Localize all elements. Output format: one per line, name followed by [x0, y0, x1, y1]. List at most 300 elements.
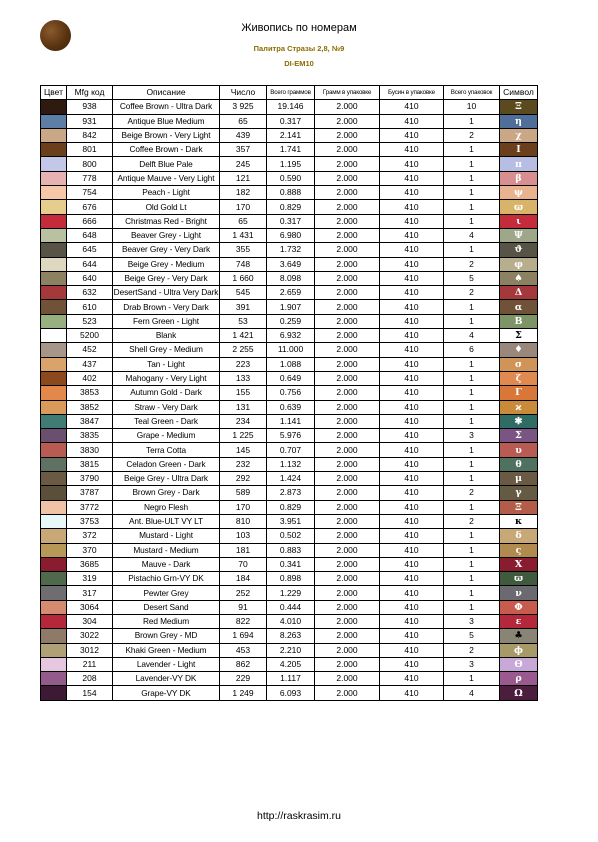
- symbol-cell: δ: [500, 529, 538, 543]
- description-cell: Tan - Light: [113, 357, 220, 371]
- grams-per-pack-cell: 2.000: [315, 114, 380, 128]
- table-row: [41, 329, 538, 343]
- beads-per-pack-cell: 410: [380, 186, 444, 200]
- beads-per-pack-cell: 410: [380, 286, 444, 300]
- color-swatch: [41, 357, 67, 371]
- beads-per-pack-cell: 410: [380, 557, 444, 571]
- color-swatch: [41, 343, 67, 357]
- total-packs-cell: 5: [444, 629, 500, 643]
- mfg-code-cell: 3815: [67, 457, 113, 471]
- description-cell: Coffee Brown - Dark: [113, 143, 220, 157]
- color-swatch: [41, 543, 67, 557]
- description-cell: Antique Mauve - Very Light: [113, 171, 220, 185]
- description-cell: Mustard - Light: [113, 529, 220, 543]
- symbol-cell: θ: [500, 457, 538, 471]
- table-row: [41, 657, 538, 671]
- color-swatch: [41, 314, 67, 328]
- total-packs-cell: 3: [444, 429, 500, 443]
- table-row: [41, 443, 538, 457]
- color-swatch: [41, 686, 67, 700]
- total-grams-cell: 0.502: [267, 529, 315, 543]
- mfg-code-cell: 3012: [67, 643, 113, 657]
- col-description-header: Описание: [113, 86, 220, 100]
- description-cell: Coffee Brown - Ultra Dark: [113, 100, 220, 114]
- color-swatch: [41, 414, 67, 428]
- beads-per-pack-cell: 410: [380, 472, 444, 486]
- table-row: [41, 672, 538, 686]
- mfg-code-cell: 778: [67, 171, 113, 185]
- color-swatch: [41, 371, 67, 385]
- symbol-cell: Ι: [500, 143, 538, 157]
- grams-per-pack-cell: 2.000: [315, 357, 380, 371]
- total-grams-cell: 0.756: [267, 386, 315, 400]
- table-row: [41, 200, 538, 214]
- total-packs-cell: 1: [444, 672, 500, 686]
- description-cell: Christmas Red - Bright: [113, 214, 220, 228]
- color-swatch: [41, 672, 67, 686]
- table-row: [41, 114, 538, 128]
- total-packs-cell: 1: [444, 200, 500, 214]
- count-cell: 355: [220, 243, 267, 257]
- beads-per-pack-cell: 410: [380, 114, 444, 128]
- mfg-code-cell: 3830: [67, 443, 113, 457]
- table-row: [41, 257, 538, 271]
- beads-per-pack-cell: 410: [380, 171, 444, 185]
- total-packs-cell: 1: [444, 472, 500, 486]
- symbol-cell: π: [500, 157, 538, 171]
- mfg-code-cell: 154: [67, 686, 113, 700]
- grams-per-pack-cell: 2.000: [315, 157, 380, 171]
- col-total-grams-header: Всего граммов: [267, 86, 315, 100]
- description-cell: Old Gold Lt: [113, 200, 220, 214]
- total-packs-cell: 1: [444, 114, 500, 128]
- total-packs-cell: 1: [444, 600, 500, 614]
- mfg-code-cell: 801: [67, 143, 113, 157]
- total-grams-cell: 1.088: [267, 357, 315, 371]
- symbol-cell: σ: [500, 357, 538, 371]
- table-row: [41, 414, 538, 428]
- count-cell: 53: [220, 314, 267, 328]
- mfg-code-cell: 3787: [67, 486, 113, 500]
- mfg-code-cell: 372: [67, 529, 113, 543]
- total-grams-cell: 8.098: [267, 271, 315, 285]
- color-swatch: [41, 400, 67, 414]
- description-cell: Peach - Light: [113, 186, 220, 200]
- mfg-code-cell: 319: [67, 572, 113, 586]
- grams-per-pack-cell: 2.000: [315, 228, 380, 242]
- count-cell: 170: [220, 500, 267, 514]
- mfg-code-cell: 3685: [67, 557, 113, 571]
- total-packs-cell: 1: [444, 457, 500, 471]
- beads-per-pack-cell: 410: [380, 457, 444, 471]
- mfg-code-cell: 666: [67, 214, 113, 228]
- grams-per-pack-cell: 2.000: [315, 200, 380, 214]
- total-grams-cell: 6.980: [267, 228, 315, 242]
- description-cell: Ant. Blue-ULT VY LT: [113, 514, 220, 528]
- mfg-code-cell: 842: [67, 128, 113, 142]
- symbol-cell: ♣: [500, 629, 538, 643]
- col-grams-per-pack-header: Грамм в упаковке: [315, 86, 380, 100]
- description-cell: Fern Green - Light: [113, 314, 220, 328]
- count-cell: 1 249: [220, 686, 267, 700]
- description-cell: Shell Grey - Medium: [113, 343, 220, 357]
- beads-per-pack-cell: 410: [380, 300, 444, 314]
- table-row: [41, 500, 538, 514]
- description-cell: Brown Grey - MD: [113, 629, 220, 643]
- description-cell: Lavender - Light: [113, 657, 220, 671]
- total-packs-cell: 1: [444, 186, 500, 200]
- page-title: Живопись по номерам: [241, 22, 357, 34]
- table-row: [41, 457, 538, 471]
- total-grams-cell: 0.317: [267, 214, 315, 228]
- count-cell: 70: [220, 557, 267, 571]
- grams-per-pack-cell: 2.000: [315, 214, 380, 228]
- mfg-code-cell: 644: [67, 257, 113, 271]
- table-row: [41, 314, 538, 328]
- beads-per-pack-cell: 410: [380, 314, 444, 328]
- symbol-cell: ♦: [500, 343, 538, 357]
- count-cell: 145: [220, 443, 267, 457]
- beads-per-pack-cell: 410: [380, 657, 444, 671]
- total-grams-cell: 0.883: [267, 543, 315, 557]
- grams-per-pack-cell: 2.000: [315, 557, 380, 571]
- color-swatch: [41, 486, 67, 500]
- grams-per-pack-cell: 2.000: [315, 386, 380, 400]
- total-grams-cell: 0.898: [267, 572, 315, 586]
- total-grams-cell: 4.205: [267, 657, 315, 671]
- total-packs-cell: 1: [444, 529, 500, 543]
- color-swatch: [41, 114, 67, 128]
- symbol-cell: ρ: [500, 672, 538, 686]
- beads-per-pack-cell: 410: [380, 643, 444, 657]
- total-packs-cell: 1: [444, 414, 500, 428]
- color-swatch: [41, 271, 67, 285]
- mfg-code-cell: 452: [67, 343, 113, 357]
- description-cell: Beige Grey - Medium: [113, 257, 220, 271]
- count-cell: 252: [220, 586, 267, 600]
- col-color-header: Цвет: [41, 86, 67, 100]
- table-row: [41, 343, 538, 357]
- table-row: [41, 157, 538, 171]
- count-cell: 1 421: [220, 329, 267, 343]
- total-grams-cell: 0.829: [267, 200, 315, 214]
- description-cell: Beaver Grey - Very Dark: [113, 243, 220, 257]
- color-swatch: [41, 243, 67, 257]
- grams-per-pack-cell: 2.000: [315, 472, 380, 486]
- grams-per-pack-cell: 2.000: [315, 143, 380, 157]
- total-grams-cell: 11.000: [267, 343, 315, 357]
- symbol-cell: ψ: [500, 186, 538, 200]
- count-cell: 155: [220, 386, 267, 400]
- total-packs-cell: 1: [444, 171, 500, 185]
- description-cell: Brown Grey - Dark: [113, 486, 220, 500]
- description-cell: Beige Grey - Ultra Dark: [113, 472, 220, 486]
- grams-per-pack-cell: 2.000: [315, 657, 380, 671]
- mfg-code-cell: 648: [67, 228, 113, 242]
- count-cell: 748: [220, 257, 267, 271]
- beads-per-pack-cell: 410: [380, 672, 444, 686]
- total-grams-cell: 0.317: [267, 114, 315, 128]
- table-row: [41, 686, 538, 700]
- count-cell: 245: [220, 157, 267, 171]
- mfg-code-cell: 437: [67, 357, 113, 371]
- total-packs-cell: 1: [444, 443, 500, 457]
- total-packs-cell: 4: [444, 228, 500, 242]
- table-row: [41, 529, 538, 543]
- symbol-cell: κ: [500, 514, 538, 528]
- count-cell: 589: [220, 486, 267, 500]
- description-cell: Grape - Medium: [113, 429, 220, 443]
- table-row: [41, 228, 538, 242]
- table-header-row: [41, 86, 538, 100]
- count-cell: 131: [220, 400, 267, 414]
- col-symbol-header: Символ: [500, 86, 538, 100]
- total-packs-cell: 3: [444, 614, 500, 628]
- symbol-cell: ϰ: [500, 400, 538, 414]
- total-packs-cell: 5: [444, 271, 500, 285]
- count-cell: 3 925: [220, 100, 267, 114]
- grams-per-pack-cell: 2.000: [315, 371, 380, 385]
- symbol-cell: υ: [500, 443, 538, 457]
- beads-per-pack-cell: 410: [380, 200, 444, 214]
- count-cell: 232: [220, 457, 267, 471]
- symbol-cell: α: [500, 300, 538, 314]
- color-swatch: [41, 600, 67, 614]
- count-cell: 822: [220, 614, 267, 628]
- palette-table: [40, 85, 538, 701]
- table-row: [41, 514, 538, 528]
- beads-per-pack-cell: 410: [380, 157, 444, 171]
- total-grams-cell: 2.141: [267, 128, 315, 142]
- count-cell: 181: [220, 543, 267, 557]
- beads-per-pack-cell: 410: [380, 371, 444, 385]
- count-cell: 357: [220, 143, 267, 157]
- total-grams-cell: 5.976: [267, 429, 315, 443]
- count-cell: 862: [220, 657, 267, 671]
- table-row: [41, 557, 538, 571]
- count-cell: 391: [220, 300, 267, 314]
- color-swatch: [41, 557, 67, 571]
- total-grams-cell: 1.424: [267, 472, 315, 486]
- total-packs-cell: 2: [444, 486, 500, 500]
- beads-per-pack-cell: 410: [380, 429, 444, 443]
- color-swatch: [41, 657, 67, 671]
- table-row: [41, 386, 538, 400]
- color-swatch: [41, 472, 67, 486]
- symbol-cell: Χ: [500, 557, 538, 571]
- table-row: [41, 214, 538, 228]
- mfg-code-cell: 645: [67, 243, 113, 257]
- mfg-code-cell: 402: [67, 371, 113, 385]
- beads-per-pack-cell: 410: [380, 600, 444, 614]
- count-cell: 1 694: [220, 629, 267, 643]
- count-cell: 439: [220, 128, 267, 142]
- total-packs-cell: 1: [444, 300, 500, 314]
- mfg-code-cell: 3847: [67, 414, 113, 428]
- table-row: [41, 400, 538, 414]
- table-row: [41, 286, 538, 300]
- mfg-code-cell: 3022: [67, 629, 113, 643]
- symbol-cell: Β: [500, 314, 538, 328]
- grams-per-pack-cell: 2.000: [315, 100, 380, 114]
- grams-per-pack-cell: 2.000: [315, 171, 380, 185]
- mfg-code-cell: 3853: [67, 386, 113, 400]
- palette-code: DI-EM10: [284, 59, 314, 68]
- beads-per-pack-cell: 410: [380, 343, 444, 357]
- table-row: [41, 614, 538, 628]
- grams-per-pack-cell: 2.000: [315, 500, 380, 514]
- color-swatch: [41, 629, 67, 643]
- count-cell: 65: [220, 214, 267, 228]
- color-swatch: [41, 614, 67, 628]
- total-grams-cell: 6.932: [267, 329, 315, 343]
- description-cell: Antique Blue Medium: [113, 114, 220, 128]
- description-cell: Terra Cotta: [113, 443, 220, 457]
- beads-per-pack-cell: 410: [380, 543, 444, 557]
- color-swatch: [41, 171, 67, 185]
- grams-per-pack-cell: 2.000: [315, 514, 380, 528]
- symbol-cell: φ: [500, 257, 538, 271]
- total-grams-cell: 0.259: [267, 314, 315, 328]
- description-cell: Negro Flesh: [113, 500, 220, 514]
- symbol-cell: Ξ: [500, 100, 538, 114]
- beads-per-pack-cell: 410: [380, 614, 444, 628]
- count-cell: 545: [220, 286, 267, 300]
- col-total-packs-header: Всего упаковок: [444, 86, 500, 100]
- beads-per-pack-cell: 410: [380, 100, 444, 114]
- total-grams-cell: 1.141: [267, 414, 315, 428]
- color-swatch: [41, 286, 67, 300]
- beads-per-pack-cell: 410: [380, 514, 444, 528]
- beads-per-pack-cell: 410: [380, 357, 444, 371]
- mfg-code-cell: 3852: [67, 400, 113, 414]
- table-row: [41, 543, 538, 557]
- symbol-cell: ♠: [500, 271, 538, 285]
- total-packs-cell: 1: [444, 157, 500, 171]
- symbol-cell: ε: [500, 614, 538, 628]
- beads-per-pack-cell: 410: [380, 386, 444, 400]
- count-cell: 2 255: [220, 343, 267, 357]
- table-row: [41, 429, 538, 443]
- total-grams-cell: 0.590: [267, 171, 315, 185]
- total-grams-cell: 2.210: [267, 643, 315, 657]
- grams-per-pack-cell: 2.000: [315, 614, 380, 628]
- count-cell: 810: [220, 514, 267, 528]
- beads-per-pack-cell: 410: [380, 257, 444, 271]
- mfg-code-cell: 208: [67, 672, 113, 686]
- total-grams-cell: 1.229: [267, 586, 315, 600]
- total-packs-cell: 2: [444, 514, 500, 528]
- mfg-code-cell: 3064: [67, 600, 113, 614]
- total-packs-cell: 3: [444, 657, 500, 671]
- table-row: [41, 271, 538, 285]
- color-swatch: [41, 514, 67, 528]
- count-cell: 133: [220, 371, 267, 385]
- mfg-code-cell: 800: [67, 157, 113, 171]
- symbol-cell: χ: [500, 128, 538, 142]
- beads-per-pack-cell: 410: [380, 243, 444, 257]
- color-swatch: [41, 529, 67, 543]
- description-cell: Mustard - Medium: [113, 543, 220, 557]
- total-grams-cell: 0.444: [267, 600, 315, 614]
- table-row: [41, 171, 538, 185]
- symbol-cell: ✱: [500, 414, 538, 428]
- total-packs-cell: 2: [444, 257, 500, 271]
- grams-per-pack-cell: 2.000: [315, 457, 380, 471]
- symbol-cell: Δ: [500, 286, 538, 300]
- total-packs-cell: 4: [444, 329, 500, 343]
- total-grams-cell: 19.146: [267, 100, 315, 114]
- description-cell: Beige Brown - Very Light: [113, 128, 220, 142]
- color-swatch: [41, 214, 67, 228]
- color-swatch: [41, 128, 67, 142]
- symbol-cell: ϖ: [500, 200, 538, 214]
- symbol-cell: Ψ: [500, 228, 538, 242]
- description-cell: Beaver Grey - Light: [113, 228, 220, 242]
- grams-per-pack-cell: 2.000: [315, 429, 380, 443]
- total-packs-cell: 1: [444, 386, 500, 400]
- mfg-code-cell: 3835: [67, 429, 113, 443]
- symbol-cell: ϖ: [500, 572, 538, 586]
- description-cell: Desert Sand: [113, 600, 220, 614]
- description-cell: Khaki Green - Medium: [113, 643, 220, 657]
- table-row: [41, 572, 538, 586]
- table-row: [41, 629, 538, 643]
- mfg-code-cell: 3790: [67, 472, 113, 486]
- description-cell: Lavender-VY DK: [113, 672, 220, 686]
- total-packs-cell: 1: [444, 557, 500, 571]
- total-grams-cell: 1.907: [267, 300, 315, 314]
- grams-per-pack-cell: 2.000: [315, 343, 380, 357]
- beads-per-pack-cell: 410: [380, 443, 444, 457]
- description-cell: Grape-VY DK: [113, 686, 220, 700]
- total-grams-cell: 0.341: [267, 557, 315, 571]
- grams-per-pack-cell: 2.000: [315, 314, 380, 328]
- color-swatch: [41, 143, 67, 157]
- mfg-code-cell: 5200: [67, 329, 113, 343]
- description-cell: Pewter Grey: [113, 586, 220, 600]
- count-cell: 229: [220, 672, 267, 686]
- grams-per-pack-cell: 2.000: [315, 257, 380, 271]
- total-packs-cell: 1: [444, 371, 500, 385]
- color-swatch: [41, 586, 67, 600]
- total-packs-cell: 4: [444, 686, 500, 700]
- symbol-cell: μ: [500, 472, 538, 486]
- total-packs-cell: 1: [444, 214, 500, 228]
- grams-per-pack-cell: 2.000: [315, 443, 380, 457]
- description-cell: Pistachio Grn-VY DK: [113, 572, 220, 586]
- description-cell: Beige Grey - Very Dark: [113, 271, 220, 285]
- symbol-cell: ϑ: [500, 243, 538, 257]
- total-packs-cell: 1: [444, 400, 500, 414]
- beads-per-pack-cell: 410: [380, 414, 444, 428]
- grams-per-pack-cell: 2.000: [315, 243, 380, 257]
- mfg-code-cell: 523: [67, 314, 113, 328]
- description-cell: Blank: [113, 329, 220, 343]
- grams-per-pack-cell: 2.000: [315, 271, 380, 285]
- total-grams-cell: 1.195: [267, 157, 315, 171]
- color-swatch: [41, 300, 67, 314]
- total-grams-cell: 0.707: [267, 443, 315, 457]
- total-grams-cell: 0.829: [267, 500, 315, 514]
- count-cell: 103: [220, 529, 267, 543]
- color-swatch: [41, 643, 67, 657]
- total-packs-cell: 1: [444, 357, 500, 371]
- mfg-code-cell: 754: [67, 186, 113, 200]
- grams-per-pack-cell: 2.000: [315, 643, 380, 657]
- count-cell: 223: [220, 357, 267, 371]
- grams-per-pack-cell: 2.000: [315, 572, 380, 586]
